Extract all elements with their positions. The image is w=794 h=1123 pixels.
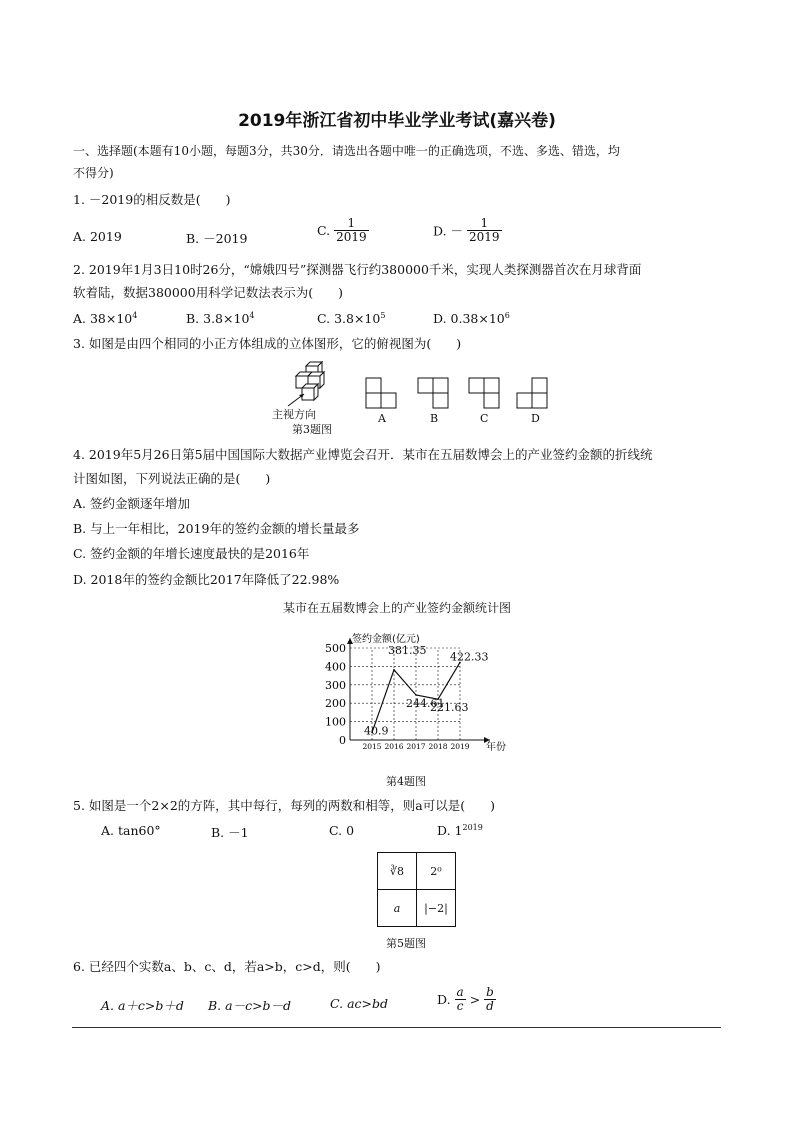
- q3-option-c-figure: [469, 378, 499, 408]
- q5-option-d: D. $1^{2019}$: [437, 823, 483, 839]
- q5-matrix: [377, 852, 456, 927]
- data-label: 40.9: [364, 724, 389, 738]
- q2-option-a: A. $38\times 10^4$: [73, 311, 138, 327]
- q1-stem: 1. －2019的相反数是( ): [73, 192, 231, 207]
- y-tick-label: 0: [339, 734, 346, 747]
- q6-stem: 6. 已经四个实数a、b、c、d，若a>b，c>d，则( ): [73, 959, 381, 974]
- q5-option-a: A. tan60°: [101, 823, 161, 838]
- x-tick-label: 2015: [362, 742, 382, 751]
- data-label: 244.61: [406, 696, 445, 710]
- q4-option-d: D. 2018年的签约金额比2017年降低了22.98%: [73, 572, 340, 587]
- q2-stem-line1: 2. 2019年1月3日10时26分，“嫦娥四号”探测器飞行约380000千米，实现人类探测器首次在月球背面: [73, 262, 642, 277]
- x-tick-label: 2017: [406, 742, 426, 751]
- y-tick-label: 100: [325, 715, 346, 729]
- data-label: 381.35: [388, 643, 427, 657]
- q4-option-c: C. 签约金额的年增长速度最快的是2016年: [73, 546, 310, 561]
- q1-d-denominator: 2019: [469, 230, 500, 244]
- q3-label-b: B: [430, 412, 439, 425]
- y-tick-label: 400: [325, 660, 346, 674]
- q1-option-d: D. － $\frac{1}{2019}$: [433, 216, 500, 244]
- q1-option-b: B. －2019: [186, 231, 248, 246]
- data-point: [415, 694, 417, 696]
- cube-solid-figure: [296, 362, 324, 400]
- q4-option-a: A. 签约金额逐年增加: [73, 496, 190, 511]
- q2-option-b: B. $3.8\times 10^4$: [186, 311, 255, 327]
- matrix-cell: 2⁰: [417, 853, 456, 890]
- q2-stem-line2: 软着陆，数据380000用科学记数法表示为( ): [73, 285, 343, 300]
- q6-option-a: A. a＋c>b＋d: [101, 998, 184, 1013]
- x-tick-label: 2019: [450, 742, 470, 751]
- q2-option-d: D. $0.38\times 10^6$: [433, 311, 510, 327]
- q2-option-c: C. $3.8\times 10^5$: [317, 311, 386, 327]
- q3-label-d: D: [531, 412, 540, 425]
- q3-stem: 3. 如图是由四个相同的小正方体组成的立体图形，它的俯视图为( ): [73, 336, 462, 351]
- chart-title: 某市在五届数博会上的产业签约金额统计图: [282, 601, 511, 615]
- q3-label-c: C: [480, 412, 489, 425]
- q1-d-numerator: 1: [467, 217, 502, 231]
- q6-option-d: D. $\frac{a}{c}$ > $\frac{b}{d}$: [437, 985, 494, 1013]
- y-tick-label: 500: [325, 642, 346, 655]
- x-axis-title: 年份: [486, 742, 506, 753]
- q5-option-c: C. 0: [329, 823, 355, 838]
- q4-option-b: B. 与上一年相比，2019年的签约金额的增长量最多: [73, 521, 360, 536]
- y-tick-label: 200: [325, 697, 346, 711]
- matrix-cell: a: [378, 890, 417, 927]
- q5-stem: 5. 如图是一个2×2的方阵，其中每行，每列的两数和相等，则a可以是( ): [73, 798, 495, 813]
- footer-divider: [72, 1027, 721, 1028]
- q6-option-c: C. ac>bd: [330, 996, 388, 1011]
- q4-caption: 第4题图: [386, 775, 426, 788]
- q1-c-denominator: 2019: [336, 230, 367, 244]
- q6-option-b: B. a－c>b－d: [208, 998, 292, 1013]
- q3-label-a: A: [378, 412, 386, 425]
- q3-option-d-figure: [517, 378, 547, 408]
- q3-direction-label: 主视方向: [272, 408, 316, 421]
- y-axis-title: 签约金额(亿元): [352, 634, 420, 645]
- data-point: [393, 669, 395, 671]
- data-label: 422.33: [450, 650, 489, 664]
- q4-stem-line2: 计图如图，下列说法正确的是( ): [73, 471, 271, 486]
- page-title: 2019年浙江省初中毕业学业考试(嘉兴卷): [238, 111, 556, 131]
- q1-option-a: A. 2019: [73, 229, 122, 244]
- y-tick-label: 300: [325, 678, 346, 692]
- section-header: 一、选择题(本题有10小题，每题3分，共30分．请选出各题中唯一的正确选项，不选、多选、错选，均: [73, 144, 620, 158]
- q3-option-a-figure: [366, 378, 396, 408]
- matrix-cell: ∛8: [378, 853, 417, 890]
- x-tick-label: 2016: [384, 742, 404, 751]
- q1-c-numerator: 1: [334, 217, 369, 231]
- x-tick-label: 2018: [428, 742, 448, 751]
- line-chart: [310, 622, 510, 762]
- q3-caption: 第3题图: [292, 423, 332, 436]
- q5-option-b: B. －1: [211, 825, 249, 840]
- q3-option-b-figure: [418, 378, 448, 408]
- section-header-cont: 不得分): [73, 166, 114, 180]
- matrix-cell: |−2|: [417, 890, 456, 927]
- q4-stem-line1: 4. 2019年5月26日第5届中国国际大数据产业博览会召开．某市在五届数博会上的产业签约金额的折线统: [73, 447, 653, 462]
- data-label: 221.63: [430, 701, 469, 715]
- q1-option-c: C. $\frac{1}{2019}$: [317, 216, 367, 244]
- q5-caption: 第5题图: [386, 937, 426, 950]
